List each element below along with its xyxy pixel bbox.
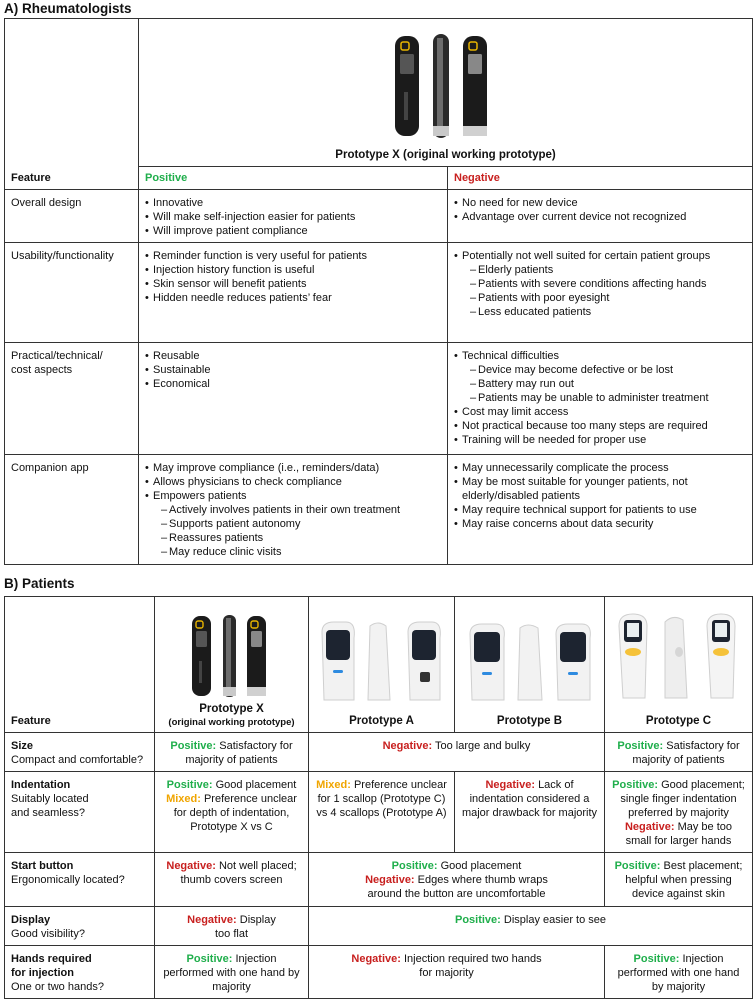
- negative-label: Negative:: [351, 953, 401, 965]
- section-b-title: B) Patients: [4, 576, 75, 591]
- feature-header-b: [5, 597, 155, 733]
- list-item: • Allows physicians to check compliance: [145, 475, 441, 489]
- positive-label: Positive:: [391, 860, 438, 872]
- sub-list-item: – Patients with poor eyesight: [470, 291, 746, 305]
- prototype-c-col: [605, 597, 753, 733]
- usability-positive: [139, 243, 448, 343]
- list-item: • Reminder function is very useful for patients: [145, 249, 441, 263]
- prototype-b-col: [455, 597, 605, 733]
- prototype-a-image: [309, 618, 454, 704]
- cell-text: Satisfactory for majority of patients: [632, 740, 740, 766]
- cell-text: Satisfactory for majority of patients: [185, 740, 293, 766]
- prototype-b-image: [455, 618, 604, 704]
- negative-label: Negative:: [187, 914, 237, 926]
- list-item: • Advantage over current device not recognized: [454, 210, 746, 224]
- prototype-a-col: [309, 597, 455, 733]
- device-x-illustration: [391, 32, 501, 140]
- cell-text: Best placement; helpful when pressing device against skin: [625, 860, 743, 900]
- start-x: [155, 853, 309, 907]
- list-item: • Innovative: [145, 196, 441, 210]
- feature-name: Display: [11, 914, 51, 926]
- indent-b: [455, 772, 605, 853]
- cell-text: Preference unclear for 1 scallop (Prototype C) vs 4 scallops (Prototype A): [316, 779, 447, 819]
- cell-text: Too large and bulky: [434, 740, 531, 752]
- device-b-illustration: [462, 618, 598, 704]
- practical-negative: [448, 343, 753, 455]
- indent-a: [309, 772, 455, 853]
- positive-label: Positive:: [454, 914, 501, 926]
- list-item: [454, 249, 746, 319]
- prototype-x-sublabel: (original working prototype): [168, 717, 295, 728]
- sub-list-item: – Device may become defective or be lost: [470, 363, 746, 377]
- sub-list-item: – Patients with severe conditions affecting hands: [470, 277, 746, 291]
- feature-indentation: [5, 772, 155, 853]
- mixed-label: Mixed:: [316, 779, 351, 791]
- prototype-a-label: Prototype A: [349, 715, 414, 727]
- list-item: [145, 489, 441, 559]
- list-item: • Cost may limit access: [454, 405, 746, 419]
- feature-overall-design: Overall design: [5, 190, 139, 243]
- cell-text: Injection required two hands for majority: [404, 953, 542, 979]
- start-ab: [309, 853, 605, 907]
- list-item: • Injection history function is useful: [145, 263, 441, 277]
- cell-text: Lack of indentation considered a major drawback for majority: [461, 779, 598, 819]
- cell-text: May be too small for larger hands: [625, 821, 732, 847]
- positive-label: Positive:: [617, 740, 664, 752]
- list-item: • Not practical because too many steps are required: [454, 419, 746, 433]
- feature-name: for injection: [11, 967, 74, 979]
- sub-list-item: – May reduce clinic visits: [161, 545, 441, 559]
- negative-header: Negative: [448, 167, 753, 190]
- feature-name: Start button: [11, 860, 74, 872]
- size-x: [155, 733, 309, 772]
- positive-label: Positive:: [612, 779, 658, 791]
- feature-header-text: Feature: [11, 715, 51, 727]
- feature-question: Ergonomically located?: [11, 874, 125, 886]
- feature-question: Compact and comfortable?: [11, 754, 144, 766]
- feature-display: [5, 907, 155, 946]
- list-item: • Hidden needle reduces patients’ fear: [145, 291, 441, 305]
- prototype-x-title: Prototype X (original working prototype): [335, 149, 556, 161]
- cell-text: Not well placed; thumb covers screen: [180, 860, 297, 886]
- list-item: [454, 349, 746, 405]
- sub-list-item: – Less educated patients: [470, 305, 746, 319]
- negative-label: Negative:: [166, 860, 216, 872]
- size-ab: [309, 733, 605, 772]
- mixed-label: Mixed:: [166, 793, 201, 805]
- negative-label: Negative:: [382, 740, 433, 752]
- positive-label: Positive:: [614, 860, 661, 872]
- list-item: • May require technical support for patients to use: [454, 503, 746, 517]
- list-item: • Will improve patient compliance: [145, 224, 441, 238]
- list-item-text: Empowers patients: [153, 490, 247, 502]
- sub-list-item: – Supports patient autonomy: [161, 517, 441, 531]
- feature-question: and seamless?: [11, 807, 85, 819]
- cell-text: Good placement: [440, 860, 522, 872]
- list-item: • May be most suitable for younger patients, not elderly/disabled patients: [454, 475, 746, 503]
- cell-text: Display easier to see: [503, 914, 607, 926]
- feature-question: Suitably located: [11, 793, 89, 805]
- device-x-illustration: [189, 613, 275, 699]
- positive-label: Positive:: [186, 953, 233, 965]
- feature-hands: [5, 946, 155, 999]
- positive-label: Positive:: [166, 779, 213, 791]
- feature-companion-app: Companion app: [5, 455, 139, 565]
- prototype-x-image: [155, 613, 308, 699]
- negative-label: Negative:: [365, 874, 415, 886]
- feature-start-button: [5, 853, 155, 907]
- cell-text: Injection performed with one hand by majority: [617, 953, 740, 993]
- cell-text: Good placement; single finger indentation preferred by majority: [620, 779, 745, 819]
- indent-x: [155, 772, 309, 853]
- device-a-illustration: [316, 618, 448, 704]
- feature-usability: Usability/functionality: [5, 243, 139, 343]
- feature-size: [5, 733, 155, 772]
- list-item: • Skin sensor will benefit patients: [145, 277, 441, 291]
- feature-line: Practical/technical/: [11, 350, 103, 362]
- sub-list-item: – Patients may be unable to administer treatment: [470, 391, 746, 405]
- list-item: • Economical: [145, 377, 441, 391]
- feature-question: One or two hands?: [11, 981, 104, 993]
- size-c: [605, 733, 753, 772]
- sub-list-item: – Actively involves patients in their own treatment: [161, 503, 441, 517]
- feature-question: Good visibility?: [11, 928, 85, 940]
- hands-ab: [309, 946, 605, 999]
- positive-header: Positive: [139, 167, 448, 190]
- list-item: • No need for new device: [454, 196, 746, 210]
- companion-positive: [139, 455, 448, 565]
- usability-negative: [448, 243, 753, 343]
- feature-header: Feature: [5, 167, 139, 190]
- positive-label: Positive:: [633, 953, 680, 965]
- prototype-x-label: Prototype X: [199, 703, 264, 715]
- negative-label: Negative:: [624, 821, 675, 833]
- start-c: [605, 853, 753, 907]
- companion-negative: [448, 455, 753, 565]
- prototype-x-header: [139, 19, 753, 167]
- prototype-b-label: Prototype B: [496, 715, 563, 727]
- cell-text: Edges where thumb wraps around the button are uncomfortable: [367, 874, 548, 900]
- feature-practical: [5, 343, 139, 455]
- cell-text: Preference unclear for depth of indentation, Prototype X vs C: [173, 793, 297, 833]
- list-item: • Reusable: [145, 349, 441, 363]
- hands-c: [605, 946, 753, 999]
- feature-name: Hands required: [11, 953, 92, 965]
- list-item: • Sustainable: [145, 363, 441, 377]
- cell-text: Display too flat: [214, 914, 276, 940]
- prototype-c-label: Prototype C: [645, 715, 712, 727]
- overall-design-negative: [448, 190, 753, 243]
- patients-table: [4, 596, 753, 999]
- sub-list-item: – Battery may run out: [470, 377, 746, 391]
- list-item: • Training will be needed for proper use: [454, 433, 746, 447]
- overall-design-positive: [139, 190, 448, 243]
- negative-label: Negative:: [485, 779, 535, 791]
- hands-x: [155, 946, 309, 999]
- sub-list-item: – Reassures patients: [161, 531, 441, 545]
- display-x: [155, 907, 309, 946]
- cell-text: Injection performed with one hand by majority: [163, 953, 300, 993]
- positive-label: Positive:: [170, 740, 217, 752]
- rheumatologists-table: [4, 18, 753, 565]
- list-item-text: Potentially not well suited for certain patient groups: [462, 250, 711, 262]
- list-item-text: Technical difficulties: [462, 350, 560, 362]
- display-abc: [309, 907, 753, 946]
- feature-name: Size: [11, 740, 34, 752]
- list-item: • May raise concerns about data security: [454, 517, 746, 531]
- list-item: • May unnecessarily complicate the process: [454, 461, 746, 475]
- sub-list-item: – Elderly patients: [470, 263, 746, 277]
- section-a-title: A) Rheumatologists: [4, 1, 132, 16]
- prototype-c-image: [605, 612, 752, 704]
- list-item: • May improve compliance (i.e., reminders/data): [145, 461, 441, 475]
- practical-positive: [139, 343, 448, 455]
- indent-c: [605, 772, 753, 853]
- list-item: • Will make self-injection easier for patients: [145, 210, 441, 224]
- table-corner: [5, 19, 139, 167]
- feature-name: Indentation: [11, 779, 71, 791]
- feature-line: cost aspects: [11, 364, 73, 376]
- prototype-x-image: [139, 32, 752, 140]
- device-c-illustration: [613, 612, 745, 704]
- prototype-x-col: [155, 597, 309, 733]
- cell-text: Good placement: [215, 779, 297, 791]
